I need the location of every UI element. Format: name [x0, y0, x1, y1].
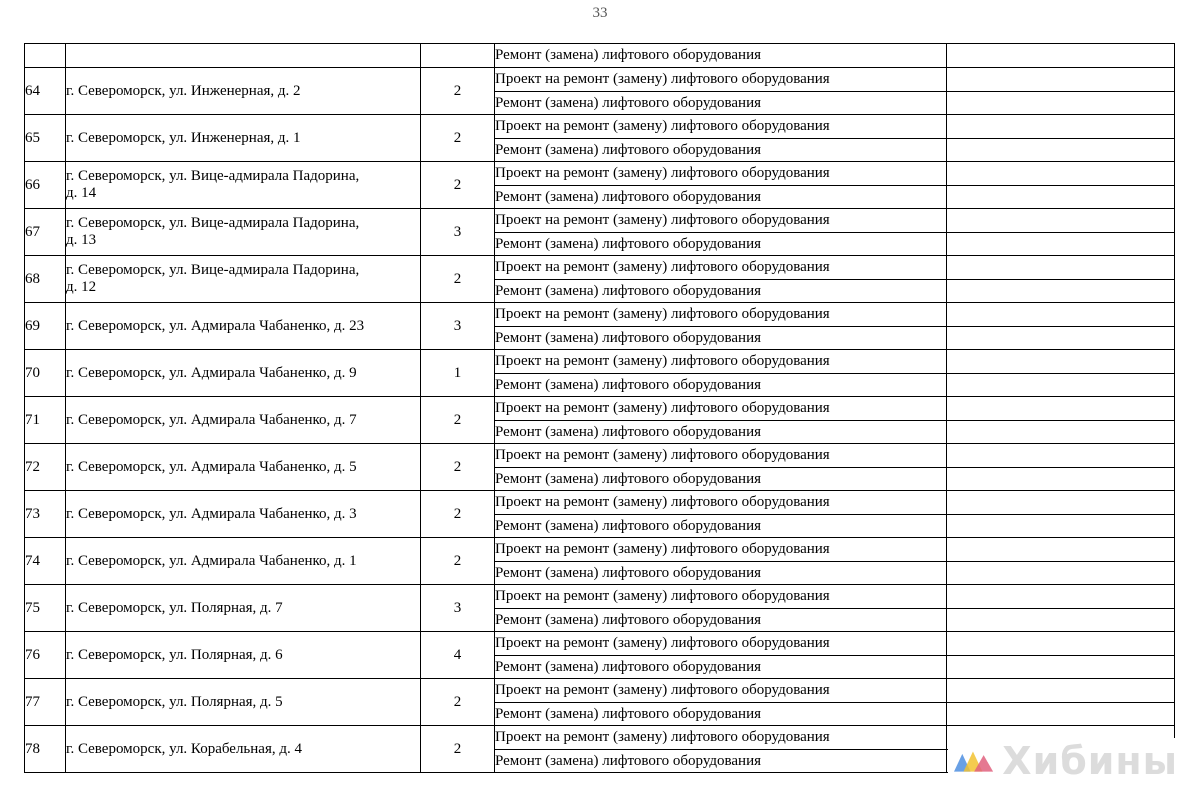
address-cell: [66, 162, 421, 209]
quantity-cell: [421, 44, 495, 68]
work-cell-project: Проект на ремонт (замену) лифтового оборудования: [495, 209, 947, 233]
row-number-cell: [25, 44, 66, 68]
quantity-cell: 4: [421, 632, 495, 679]
address-cell: [66, 491, 421, 538]
work-cell-repair: Ремонт (замена) лифтового оборудования: [495, 233, 947, 256]
empty-cell: [947, 327, 1175, 350]
table-row: [25, 162, 1175, 186]
address-cell: [66, 303, 421, 350]
work-cell-repair: Ремонт (замена) лифтового оборудования: [495, 327, 947, 350]
table-row: [25, 115, 1175, 139]
table-row: [25, 303, 1175, 327]
work-cell-project: Проект на ремонт (замену) лифтового оборудования: [495, 162, 947, 186]
empty-cell: [947, 397, 1175, 421]
address-cell: [66, 350, 421, 397]
table-row: [25, 491, 1175, 515]
empty-cell: [947, 139, 1175, 162]
address-cell: [66, 679, 421, 726]
quantity-cell: 2: [421, 538, 495, 585]
empty-cell: [947, 44, 1175, 68]
address-line: г. Североморск, ул. Полярная, д. 5: [66, 693, 283, 710]
work-cell-repair: Ремонт (замена) лифтового оборудования: [495, 750, 947, 773]
row-number-cell: 69: [25, 303, 66, 350]
row-number-cell: 70: [25, 350, 66, 397]
address-cell: [66, 209, 421, 256]
work-cell-project: Проект на ремонт (замену) лифтового оборудования: [495, 632, 947, 656]
address-cell: [66, 726, 421, 773]
empty-cell: [947, 186, 1175, 209]
address-cell: [66, 585, 421, 632]
work-cell-repair: Ремонт (замена) лифтового оборудования: [495, 656, 947, 679]
quantity-cell: 2: [421, 68, 495, 115]
page-number: 33: [592, 5, 608, 21]
work-cell-repair: Ремонт (замена) лифтового оборудования: [495, 280, 947, 303]
address-line: г. Североморск, ул. Вице-адмирала Падорина,: [66, 168, 360, 184]
row-number-cell: 76: [25, 632, 66, 679]
quantity-cell: 2: [421, 491, 495, 538]
row-number-cell: 77: [25, 679, 66, 726]
address-line: г. Североморск, ул. Адмирала Чабаненко, д. 5: [66, 458, 357, 475]
address-cell: [66, 538, 421, 585]
address-cell: [66, 397, 421, 444]
address-cell: [66, 632, 421, 679]
work-cell-project: Проект на ремонт (замену) лифтового оборудования: [495, 538, 947, 562]
table-row: [25, 679, 1175, 703]
empty-cell: [947, 444, 1175, 468]
work-cell-repair: Ремонт (замена) лифтового оборудования: [495, 468, 947, 491]
table-row: [25, 538, 1175, 562]
work-cell-project: Проект на ремонт (замену) лифтового оборудования: [495, 256, 947, 280]
empty-cell: [947, 468, 1175, 491]
address-cell: [66, 115, 421, 162]
work-cell-repair: Ремонт (замена) лифтового оборудования: [495, 186, 947, 209]
row-number-cell: 72: [25, 444, 66, 491]
address-line: д. 14: [66, 185, 97, 201]
work-cell-project: Проект на ремонт (замену) лифтового оборудования: [495, 444, 947, 468]
address-line: г. Североморск, ул. Вице-адмирала Падорина,: [66, 262, 360, 278]
address-cell: [66, 444, 421, 491]
address-line: г. Североморск, ул. Адмирала Чабаненко, д. 7: [66, 411, 357, 428]
table-row: [25, 68, 1175, 92]
work-cell-repair: Ремонт (замена) лифтового оборудования: [495, 515, 947, 538]
row-number-cell: 66: [25, 162, 66, 209]
work-cell-project: Проект на ремонт (замену) лифтового оборудования: [495, 679, 947, 703]
table-row: [25, 209, 1175, 233]
empty-cell: [947, 703, 1175, 726]
row-number-cell: 71: [25, 397, 66, 444]
address-line: г. Североморск, ул. Вице-адмирала Падорина,: [66, 215, 360, 231]
quantity-cell: 2: [421, 256, 495, 303]
table-row: [25, 256, 1175, 280]
empty-cell: [947, 374, 1175, 397]
empty-cell: [947, 538, 1175, 562]
quantity-cell: 3: [421, 209, 495, 256]
work-cell-repair: Ремонт (замена) лифтового оборудования: [495, 421, 947, 444]
address-line: г. Североморск, ул. Адмирала Чабаненко, д. 9: [66, 364, 357, 381]
address-line: г. Североморск, ул. Адмирала Чабаненко, д. 3: [66, 505, 357, 522]
table-row: [25, 350, 1175, 374]
row-number-cell: 64: [25, 68, 66, 115]
address-line: г. Североморск, ул. Полярная, д. 6: [66, 646, 283, 663]
table-row: [25, 397, 1175, 421]
address-cell: [66, 44, 421, 68]
mountains-logo-icon: [954, 741, 994, 781]
quantity-cell: 2: [421, 726, 495, 773]
empty-cell: [947, 68, 1175, 92]
work-cell-project: Проект на ремонт (замену) лифтового оборудования: [495, 397, 947, 421]
address-line: г. Североморск, ул. Инженерная, д. 1: [66, 129, 301, 146]
work-cell-project: Проект на ремонт (замену) лифтового оборудования: [495, 350, 947, 374]
address-cell: [66, 256, 421, 303]
work-cell-project: Проект на ремонт (замену) лифтового оборудования: [495, 115, 947, 139]
work-cell-repair: Ремонт (замена) лифтового оборудования: [495, 139, 947, 162]
address-line: д. 13: [66, 232, 97, 248]
quantity-cell: 2: [421, 679, 495, 726]
empty-cell: [947, 585, 1175, 609]
address-line: г. Североморск, ул. Полярная, д. 7: [66, 599, 283, 616]
quantity-cell: 2: [421, 444, 495, 491]
work-cell: Ремонт (замена) лифтового оборудования: [495, 44, 947, 68]
work-cell-repair: Ремонт (замена) лифтового оборудования: [495, 374, 947, 397]
empty-cell: [947, 256, 1175, 280]
table-row-continued: [25, 44, 1175, 68]
row-number-cell: 68: [25, 256, 66, 303]
work-cell-repair: Ремонт (замена) лифтового оборудования: [495, 562, 947, 585]
work-cell-project: Проект на ремонт (замену) лифтового оборудования: [495, 68, 947, 92]
quantity-cell: 2: [421, 162, 495, 209]
empty-cell: [947, 609, 1175, 632]
address-line: д. 12: [66, 279, 97, 295]
quantity-cell: 1: [421, 350, 495, 397]
row-number-cell: 73: [25, 491, 66, 538]
lift-repair-table: [24, 43, 1175, 773]
empty-cell: [947, 421, 1175, 444]
address-line: г. Североморск, ул. Адмирала Чабаненко, д. 1: [66, 552, 357, 569]
row-number-cell: 74: [25, 538, 66, 585]
row-number-cell: 75: [25, 585, 66, 632]
watermark-text: Хибины: [1002, 739, 1178, 783]
table-row: [25, 585, 1175, 609]
work-cell-repair: Ремонт (замена) лифтового оборудования: [495, 609, 947, 632]
address-line: г. Североморск, ул. Инженерная, д. 2: [66, 82, 301, 99]
empty-cell: [947, 350, 1175, 374]
empty-cell: [947, 92, 1175, 115]
work-cell-project: Проект на ремонт (замену) лифтового оборудования: [495, 726, 947, 750]
empty-cell: [947, 491, 1175, 515]
row-number-cell: 65: [25, 115, 66, 162]
empty-cell: [947, 515, 1175, 538]
empty-cell: [947, 562, 1175, 585]
quantity-cell: 2: [421, 115, 495, 162]
empty-cell: [947, 209, 1175, 233]
work-cell-repair: Ремонт (замена) лифтового оборудования: [495, 92, 947, 115]
empty-cell: [947, 656, 1175, 679]
row-number-cell: 67: [25, 209, 66, 256]
address-line: г. Североморск, ул. Адмирала Чабаненко, д. 23: [66, 317, 365, 334]
work-cell-project: Проект на ремонт (замену) лифтового оборудования: [495, 303, 947, 327]
work-cell-project: Проект на ремонт (замену) лифтового оборудования: [495, 585, 947, 609]
khibiny-watermark: [948, 738, 1178, 784]
address-line: г. Североморск, ул. Корабельная, д. 4: [66, 740, 302, 757]
empty-cell: [947, 162, 1175, 186]
empty-cell: [947, 303, 1175, 327]
work-cell-repair: Ремонт (замена) лифтового оборудования: [495, 703, 947, 726]
empty-cell: [947, 679, 1175, 703]
row-number-cell: 78: [25, 726, 66, 773]
empty-cell: [947, 233, 1175, 256]
address-cell: [66, 68, 421, 115]
table-row: [25, 444, 1175, 468]
quantity-cell: 3: [421, 585, 495, 632]
quantity-cell: 2: [421, 397, 495, 444]
quantity-cell: 3: [421, 303, 495, 350]
table-row: [25, 632, 1175, 656]
empty-cell: [947, 115, 1175, 139]
empty-cell: [947, 280, 1175, 303]
empty-cell: [947, 632, 1175, 656]
work-cell-project: Проект на ремонт (замену) лифтового оборудования: [495, 491, 947, 515]
